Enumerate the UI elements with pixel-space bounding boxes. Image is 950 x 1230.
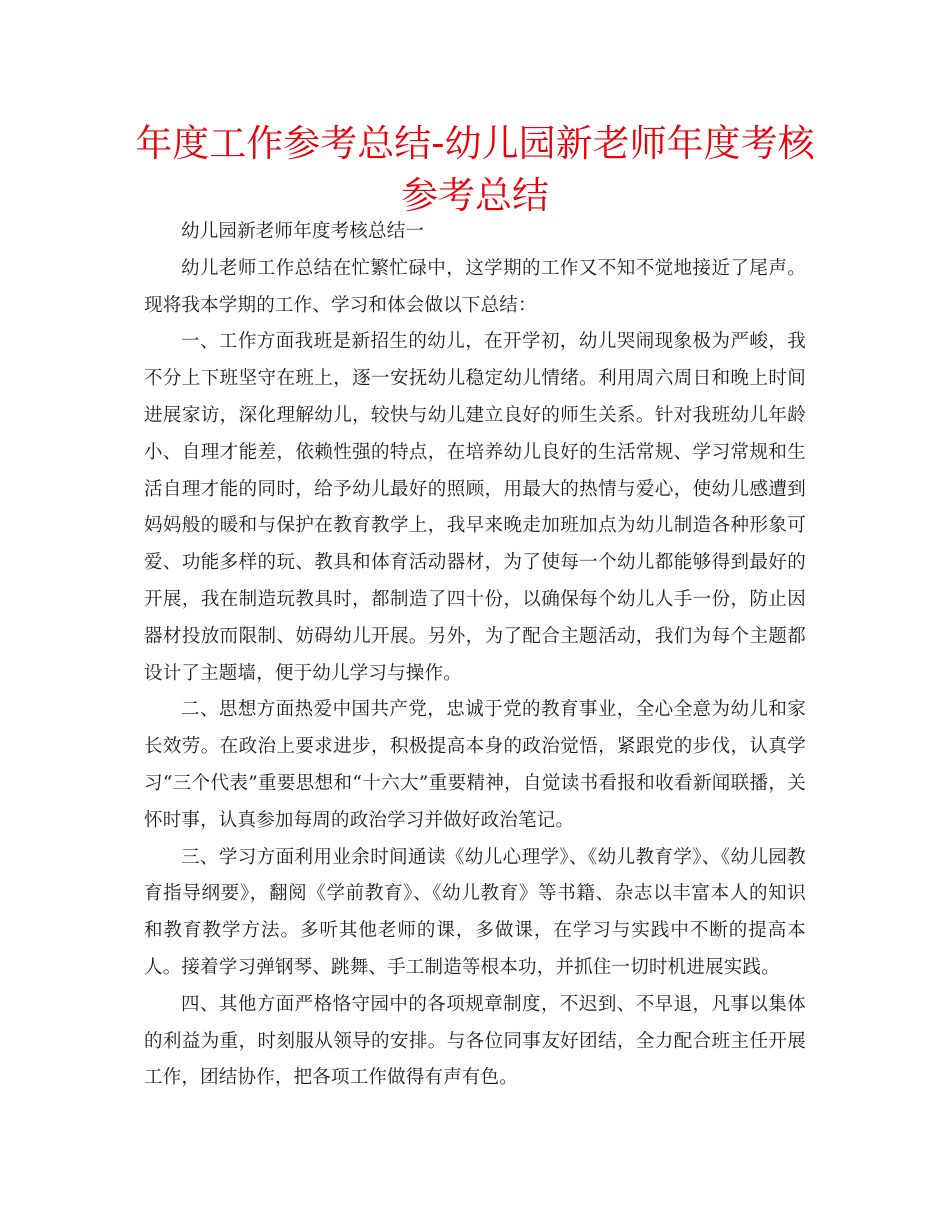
document-title: 年度工作参考总结-幼儿园新老师年度考核参考总结: [135, 122, 815, 217]
work-paragraph: 一、工作方面我班是新招生的幼儿，在开学初，幼儿哭闹现象极为严峻，我不分上下班坚守在班上，逐一安抚幼儿稳定幼儿情绪。利用周六周日和晚上时间进展家访，深化理解幼儿，较快与幼儿建立良好的师生关系。针对我班幼儿年龄小、自理才能差，依赖性强的特点，在培养幼儿良好的生活常规、学习常规和生活自理才能的同时，给予幼儿最好的照顾，用最大的热情与爱心，使幼儿感遭到妈妈般的暖和与保护在教育教学上，我早来晚走加班加点为幼儿制造各种形象可爱、功能多样的玩、教具和体育活动器材，为了使每一个幼儿都能够得到最好的开展，我在制造玩教具时，都制造了四十份，以确保每个幼儿人手一份，防止因器材投放而限制、妨碍幼儿开展。另外，为了配合主题活动，我们为每个主题都设计了主题墙，便于幼儿学习与操作。: [144, 331, 806, 684]
section-heading: 幼儿园新老师年度考核总结一: [181, 221, 425, 242]
study-paragraph: 三、学习方面利用业余时间通读《幼儿心理学》、《幼儿教育学》、《幼儿园教育指导纲要》，翻阅《学前教育》、《幼儿教育》等书籍、杂志以丰富本人的知识和教育教学方法。多听其他老师的课，多做课，在学习与实践中不断的提高本人。接着学习弹钢琴、跳舞、手工制造等根本功，并抓住一切时机进展实践。: [144, 846, 806, 978]
document-body: [144, 214, 806, 1097]
intro-paragraph: 幼儿老师工作总结在忙繁忙碌中，这学期的工作又不知不觉地接近了尾声。现将我本学期的工作、学习和体会做以下总结：: [144, 257, 806, 316]
other-paragraph: 四、其他方面严格恪守园中的各项规章制度，不迟到、不早退，凡事以集体的利益为重，时刻服从领导的安排。与各位同事友好团结，全力配合班主任开展工作，团结协作，把各项工作做得有声有色。: [144, 993, 806, 1089]
ideology-paragraph: 二、思想方面热爱中国共产党，忠诚于党的教育事业，全心全意为幼儿和家长效劳。在政治上要求进步，积极提高本身的政治觉悟，紧跟党的步伐，认真学习“三个代表”重要思想和“十六大”重要精神，自觉读书看报和收看新闻联播，关怀时事，认真参加每周的政治学习并做好政治笔记。: [144, 699, 806, 831]
